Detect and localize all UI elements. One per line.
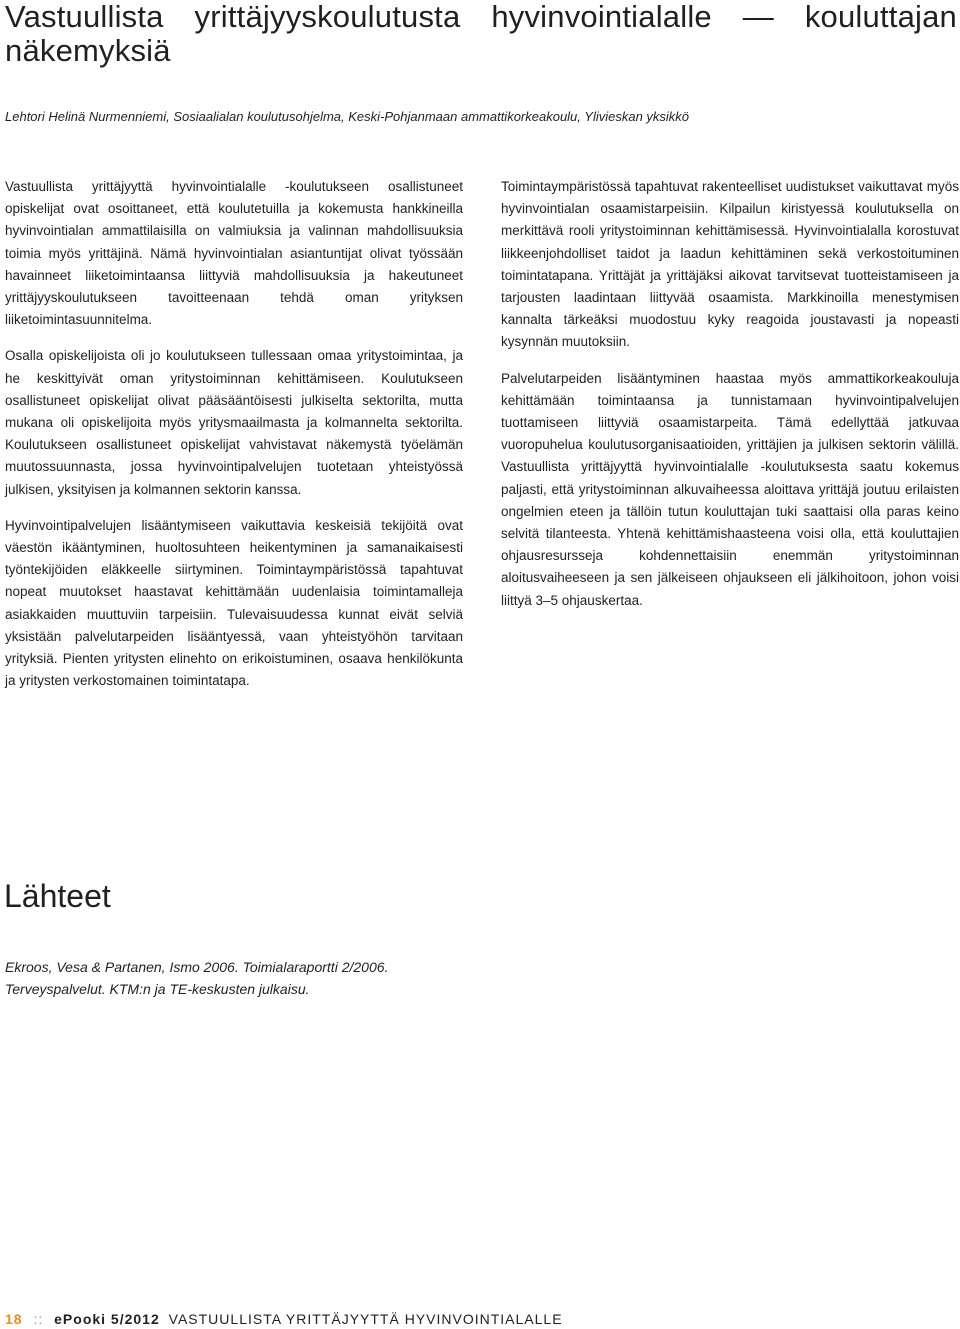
right-column — [501, 176, 959, 626]
body-paragraph: Toimintaympäristössä tapahtuvat rakenteelliset uudistukset vaikuttavat myös hyvinvointialan osaamistarpeisiin. Kilpailun kiristyessä koulutuksella on merkittävä rooli yritystoiminnan kehittämisessä. Hyvinvointialalla korostuvat liikkeenjohdolliset taidot ja laadun kehittäminen sekä verkostoituminen toimintatapana. Yrittäjät ja yrittäjäksi aikovat tarvitsevat tuotteistamiseen ja tarjousten laadintaan liittyvää osaamista. Markkinoilla menestymisen kannalta tärkeäksi muodostuu kyky reagoida joustavasti ja nopeasti kysynnän muutoksiin. — [501, 179, 959, 350]
article-title: Vastuullista yrittäjyyskoulutusta hyvinvointialalle — kouluttajan näkemyksiä — [5, 0, 957, 68]
footer-separator: :: — [33, 1311, 44, 1327]
sources-heading: Lähteet — [4, 878, 111, 914]
page-footer — [5, 1309, 563, 1329]
author-byline: Lehtori Helinä Nurmenniemi, Sosiaalialan koulutusohjelma, Keski-Pohjanmaan ammattikorkeakoulu, Ylivieskan yksikkö — [5, 109, 690, 124]
body-paragraph: Palvelutarpeiden lisääntyminen haastaa myös ammattikorkeakouluja kehittämään toimintaansa ja tunnistamaan hyvinvointipalvelujen tuottamiseen liittyviä osaamistarpeita. Tämä edellyttää jatkuvaa vuoropuhelua koulutusorganisaatioiden, yrittäjien ja julkisen sektorin välillä. Vastuullista yrittäjyyttä hyvinvointialalle -koulutuksesta saatu kokemus paljasti, että yritystoiminnan alkuvaiheessa aloittava yrittäjä joutuu erilaisten ongelmien eteen ja tällöin tutun kouluttajan tuki saattaisi olla paras keino selvitä tilanteesta. Yhtenä kehittämishaasteena voisi olla, että kouluttajien ohjausresursseja kohdennettaisiin enemmän yritystoiminnan aloitusvaiheeseen ja sen jälkeiseen ohjaukseen eli jälkihoitoon, johon voisi liittyä 3–5 ohjauskertaa. — [501, 370, 959, 608]
body-paragraph: Osalla opiskelijoista oli jo koulutukseen tullessaan omaa yritystoimintaa, ja he keskittyivät oman yritystoiminnan kehittämiseen. Koulutukseen osallistuneet opiskelijat olivat pääsääntöisesti julkiselta sektorilta, mutta mukana oli opiskelijoita myös yritysmaailmasta ja kolmannelta sektorilta. Koulutukseen osallistuneet opiskelijat vahvistavat näkemystä työelämän muutossuunnasta, jossa hyvinvointipalvelujen tuotetaan yhteistyössä julkisen, yksityisen ja kolmannen sektorin kanssa. — [5, 348, 463, 497]
left-column — [5, 176, 463, 706]
page-number: 18 — [5, 1311, 23, 1327]
source-reference: Ekroos, Vesa & Partanen, Ismo 2006. Toimialaraportti 2/2006. Terveyspalvelut. KTM:n ja TE-keskusten julkaisu. — [5, 959, 389, 997]
publication-name: ePooki 5/2012 — [54, 1311, 160, 1327]
body-paragraph: Hyvinvointipalvelujen lisääntymiseen vaikuttavia keskeisiä tekijöitä ovat väestön ikääntyminen, huoltosuhteen heikentyminen ja samanaikaisesti työntekijöiden eläkkeelle siirtyminen. Toimintaympäristössä tapahtuvat nopeat muutokset haastavat kehittämään uudenlaisia toimintamalleja asiakkaiden muuttuviin tarpeisiin. Tulevaisuudessa kunnat eivät selviä yksistään palvelutarpeiden lisääntyessä, vaan yhteistyöhön tarvitaan yrityksiä. Pienten yritysten elinehto on erikoistuminen, osaava henkilökunta ja yritysten verkostomainen toimintatapa. — [5, 517, 463, 689]
running-title: VASTUULLISTA YRITTÄJYYTTÄ HYVINVOINTIALALLE — [168, 1311, 563, 1327]
body-paragraph: Vastuullista yrittäjyyttä hyvinvointialalle -koulutukseen osallistuneet opiskelijat ovat osoittaneet, että koulutetuilla ja kokemusta hankkineilla hyvinvointialan ammattilaisilla on valmiuksia ja valinnan mahdollisuuksia toimia myös yrittäjinä. Nämä hyvinvointialan asiantuntijat olivat työssään havainneet liiketoimintaansa liittyviä mahdollisuuksia ja hakeutuneet yrittäjyyskoulutukseen tavoitteenaan tehdä oman yrityksen liiketoimintasuunnitelma. — [5, 179, 463, 328]
